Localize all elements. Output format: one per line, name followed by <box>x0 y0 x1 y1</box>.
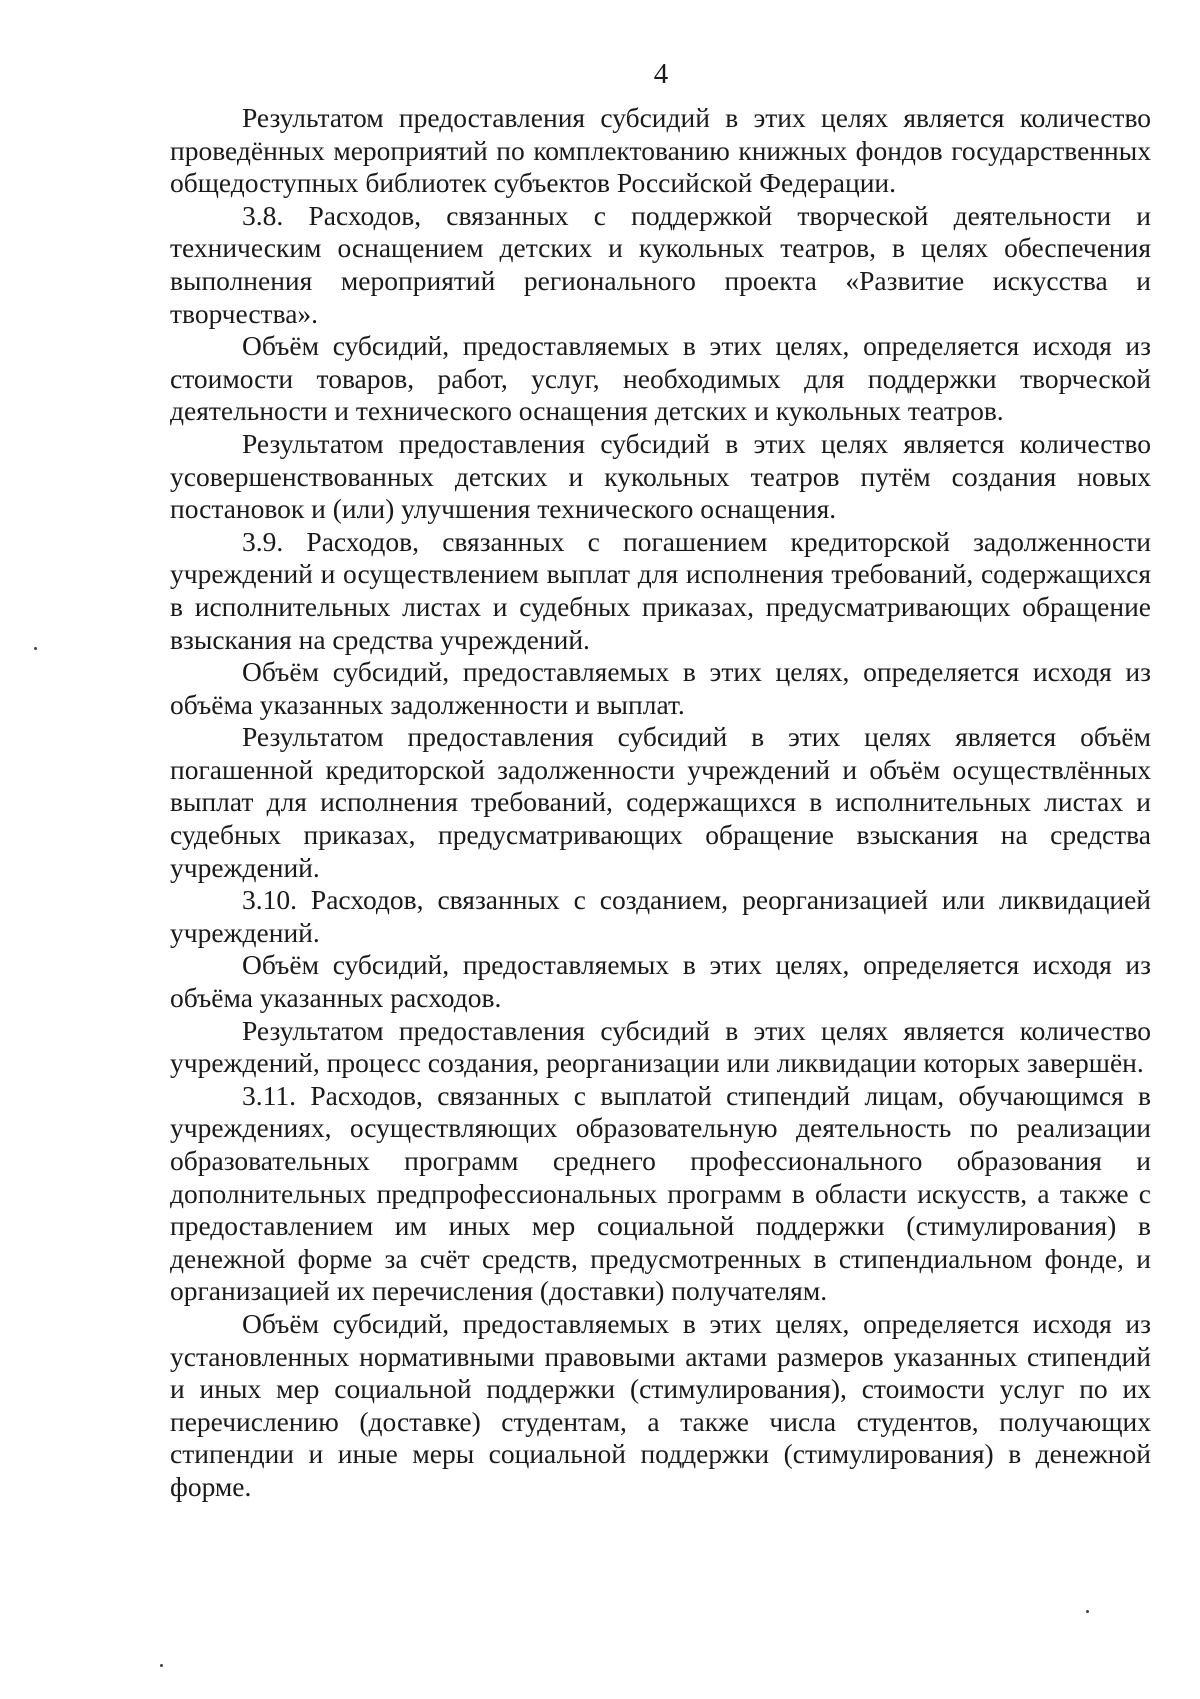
paragraph-3-8: 3.8. Расходов, связанных с поддержкой творческой деятельности и техническим оснащением детских и кукольных театров, в целях обеспечения выполнения мероприятий регионального проекта «Развитие искусства и творчества». <box>170 199 1151 329</box>
paragraph-3-11: 3.11. Расходов, связанных с выплатой стипендий лицам, обучающимся в учреждениях, осуществляющих образовательную деятельность по реализации образовательных программ среднего профессионального образования и дополнительных предпрофессиональных программ в области искусств, а также с предоставлением им иных мер социальной поддержки (стимулирования) в денежной форме за счёт средств, предусмотренных в стипендиальном фонде, и организацией их перечисления (доставки) получателям. <box>170 1079 1151 1307</box>
scan-speck <box>1086 1610 1089 1613</box>
paragraph-3-8-volume: Объём субсидий, предоставляемых в этих целях, определяется исходя из стоимости товаров, работ, услуг, необходимых для поддержки творческой деятельности и технического оснащения детских и кукольных театров. <box>170 330 1151 427</box>
document-body <box>170 102 1151 1504</box>
paragraph-3-10: 3.10. Расходов, связанных с созданием, реорганизацией или ликвидацией учреждений. <box>170 884 1151 948</box>
scan-speck <box>160 1664 163 1667</box>
paragraph-3-9-volume: Объём субсидий, предоставляемых в этих целях, определяется исходя из объёма указанных задолженности и выплат. <box>170 656 1151 720</box>
paragraph-3-11-volume: Объём субсидий, предоставляемых в этих целях, определяется исходя из установленных нормативными правовыми актами размеров указанных стипендий и иных мер социальной поддержки (стимулирования), стоимости услуг по их перечислению (доставке) студентам, а также числа студентов, получающих стипендии и иные меры социальной поддержки (стимулирования) в денежной форме. <box>170 1307 1151 1502</box>
paragraph-3-10-volume: Объём субсидий, предоставляемых в этих целях, определяется исходя из объёма указанных расходов. <box>170 949 1151 1014</box>
paragraph-3-10-result: Результатом предоставления субсидий в этих целях является количество учреждений, процесс создания, реорганизации или ликвидации которых завершён. <box>170 1014 1151 1079</box>
paragraph-3-8-result: Результатом предоставления субсидий в этих целях является количество усовершенствованных детских и кукольных театров путём создания новых постановок и (или) улучшения технического оснащения. <box>170 427 1151 525</box>
paragraph-3-9-result: Результатом предоставления субсидий в этих целях является объём погашенной кредиторской задолженности учреждений и объём осуществлённых выплат для исполнения требований, содержащихся в исполнительных листах и судебных приказах, предусматривающих обращение взыскания на средства учреждений. <box>170 721 1151 883</box>
paragraph-3-9: 3.9. Расходов, связанных с погашением кредиторской задолженности учреждений и осуществлением выплат для исполнения требований, содержащихся в исполнительных листах и судебных приказах, предусматривающих обращение взыскания на средства учреждений. <box>170 525 1151 655</box>
page-number: 4 <box>653 58 669 90</box>
paragraph-result-library-funds: Результатом предоставления субсидий в этих целях является количество проведённых мероприятий по комплектованию книжных фондов государственных общедоступных библиотек субъектов Российской Федерации. <box>170 102 1151 199</box>
scan-speck <box>34 647 37 650</box>
